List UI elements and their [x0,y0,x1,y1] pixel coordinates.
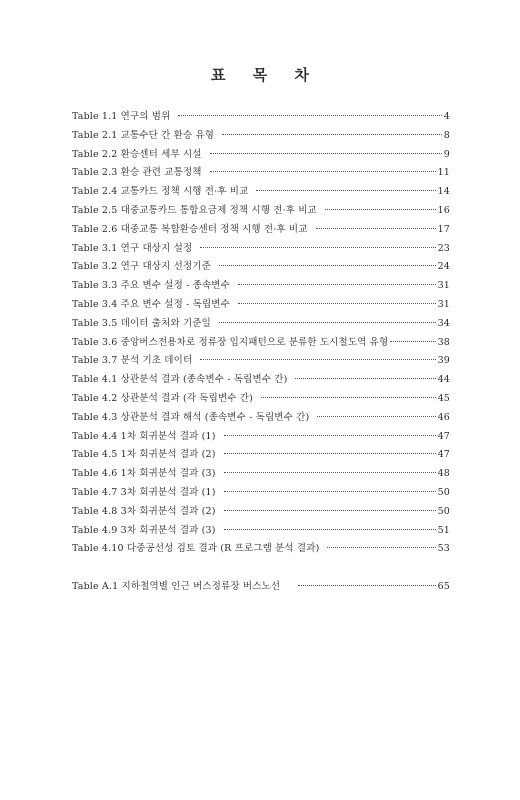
toc-entry-page-number: 65 [437,581,450,593]
toc-entry-page-number: 4 [443,111,450,122]
dot-leader [325,209,436,210]
toc-entry-page-number: 14 [437,186,450,198]
toc-entry-page-number: 45 [437,392,450,404]
toc-entry[interactable] [72,540,450,559]
toc-entry-label: Table 2.5 대중교통카드 통합요금제 정책 시행 전·후 비교 [72,204,317,216]
dot-leader [298,585,435,586]
toc-entry-label: Table 3.4 주요 변수 설정 - 독립변수 [72,298,230,310]
toc-entry-page-number: 8 [443,129,450,141]
dot-leader [224,435,436,436]
toc-entry[interactable] [72,183,450,202]
toc-entry[interactable] [72,240,450,259]
toc-entry-label: Table 1.1 연구의 범위 [72,111,171,122]
toc-entry-label: Table 3.7 분석 기초 데이터 [72,355,193,367]
dot-leader [224,510,436,511]
toc-entry[interactable] [72,390,450,409]
toc-entry[interactable] [72,503,450,522]
toc-entry-page-number: 48 [437,468,450,480]
dot-leader [224,472,436,473]
dot-leader [317,416,435,417]
toc-entry[interactable] [72,127,450,146]
toc-entry[interactable] [72,352,450,371]
toc-entry-page-number: 16 [437,204,450,216]
toc-entry[interactable] [72,277,450,296]
dot-leader [210,171,436,172]
toc-entry[interactable] [72,296,450,315]
toc-appendix-list [72,578,450,597]
toc-entry-label: Table 3.2 연구 대상지 선정기준 [72,261,211,273]
toc-entry-label: Table 4.1 상관분석 결과 (종속변수 - 독립변수 간) [72,374,288,386]
dot-leader [238,303,436,304]
toc-entry[interactable] [72,484,450,503]
toc-entry-page-number: 47 [437,449,450,461]
dot-leader [261,397,436,398]
toc-entry-label: Table 2.3 환승 관련 교통정책 [72,167,202,179]
dot-leader [327,547,435,548]
dot-leader [200,247,435,248]
toc-entry-page-number: 17 [437,223,450,235]
dot-leader [224,453,436,454]
toc-entry-label: Table A.1 지하철역별 인근 버스정류장 버스노선 [72,581,281,593]
toc-entry[interactable] [72,334,450,353]
toc-entry-label: Table 2.6 대중교통 복합환승센터 정책 시행 전·후 비교 [72,223,308,235]
dot-leader [256,190,435,191]
toc-entry-page-number: 31 [437,298,450,310]
dot-leader [295,378,435,379]
toc-entry[interactable] [72,465,450,484]
toc-entry[interactable] [72,409,450,428]
toc-entry-label: Table 4.2 상관분석 결과 (각 독립변수 간) [72,392,253,404]
toc-entry-page-number: 34 [437,317,450,329]
toc-entry[interactable] [72,578,450,597]
toc-entry-label: Table 3.6 중앙버스전용차로 정류장 입지패턴으로 분류한 도시철도역 유형 [72,336,389,348]
toc-entry[interactable] [72,315,450,334]
toc-entry-page-number: 9 [443,148,450,160]
toc-entry-label: Table 4.4 1차 회귀분석 결과 (1) [72,430,216,442]
toc-entry[interactable] [72,258,450,277]
toc-gap [72,559,450,578]
toc-entry-page-number: 39 [437,355,450,367]
toc-main-list [72,108,450,559]
toc-entry-page-number: 53 [437,543,450,555]
dot-leader [200,359,435,360]
toc-entry[interactable] [72,221,450,240]
toc-entry-page-number: 44 [437,374,450,386]
toc-entry-page-number: 47 [437,430,450,442]
dot-leader [210,153,442,154]
dot-leader [178,115,441,116]
toc-entry-label: Table 4.5 1차 회귀분석 결과 (2) [72,449,216,461]
toc-entry-page-number: 11 [437,167,450,179]
toc-entry[interactable] [72,146,450,165]
dot-leader [316,228,436,229]
toc-entry-page-number: 50 [437,486,450,498]
toc-entry-label: Table 4.7 3차 회귀분석 결과 (1) [72,486,216,498]
toc-entry-label: Table 2.4 교통카드 정책 시행 전·후 비교 [72,186,249,198]
toc-entry-page-number: 31 [437,280,450,292]
toc-entry-page-number: 50 [437,505,450,517]
toc-entry-label: Table 4.9 3차 회귀분석 결과 (3) [72,524,216,536]
toc-entry[interactable] [72,202,450,221]
toc-entry-page-number: 46 [437,411,450,423]
toc-entry-label: Table 4.8 3차 회귀분석 결과 (2) [72,505,216,517]
toc-entry-label: Table 4.6 1차 회귀분석 결과 (3) [72,468,216,480]
dot-leader [390,341,435,342]
toc-entry-page-number: 24 [437,261,450,273]
dot-leader [224,491,436,492]
toc-entry[interactable] [72,164,450,183]
toc-entry-label: Table 3.1 연구 대상지 설정 [72,242,193,254]
dot-leader [224,529,436,530]
toc-entry-page-number: 23 [437,242,450,254]
toc-entry-label: Table 3.5 데이터 출처와 기준일 [72,317,211,329]
toc-entry-label: Table 2.2 환승센터 세부 시설 [72,148,202,160]
toc-entry-label: Table 4.3 상관분석 결과 해석 (종속변수 - 독립변수 간) [72,411,310,423]
dot-leader [219,322,436,323]
toc-entry-page-number: 38 [437,336,450,348]
toc-entry[interactable] [72,428,450,447]
dot-leader [238,284,436,285]
toc-entry[interactable] [72,371,450,390]
toc-entry-page-number: 51 [437,524,450,536]
dot-leader [222,134,442,135]
toc-entry-label: Table 2.1 교통수단 간 환승 유형 [72,129,215,141]
table-of-contents [72,108,450,597]
page-title: 표 목 차 [211,66,320,84]
dot-leader [219,265,436,266]
toc-entry[interactable] [72,446,450,465]
toc-entry-label: Table 4.10 다중공선성 검토 결과 (R 프로그램 분석 결과) [72,543,320,555]
toc-entry[interactable] [72,108,450,127]
toc-entry[interactable] [72,522,450,541]
toc-entry-label: Table 3.3 주요 변수 설정 - 종속변수 [72,280,230,292]
